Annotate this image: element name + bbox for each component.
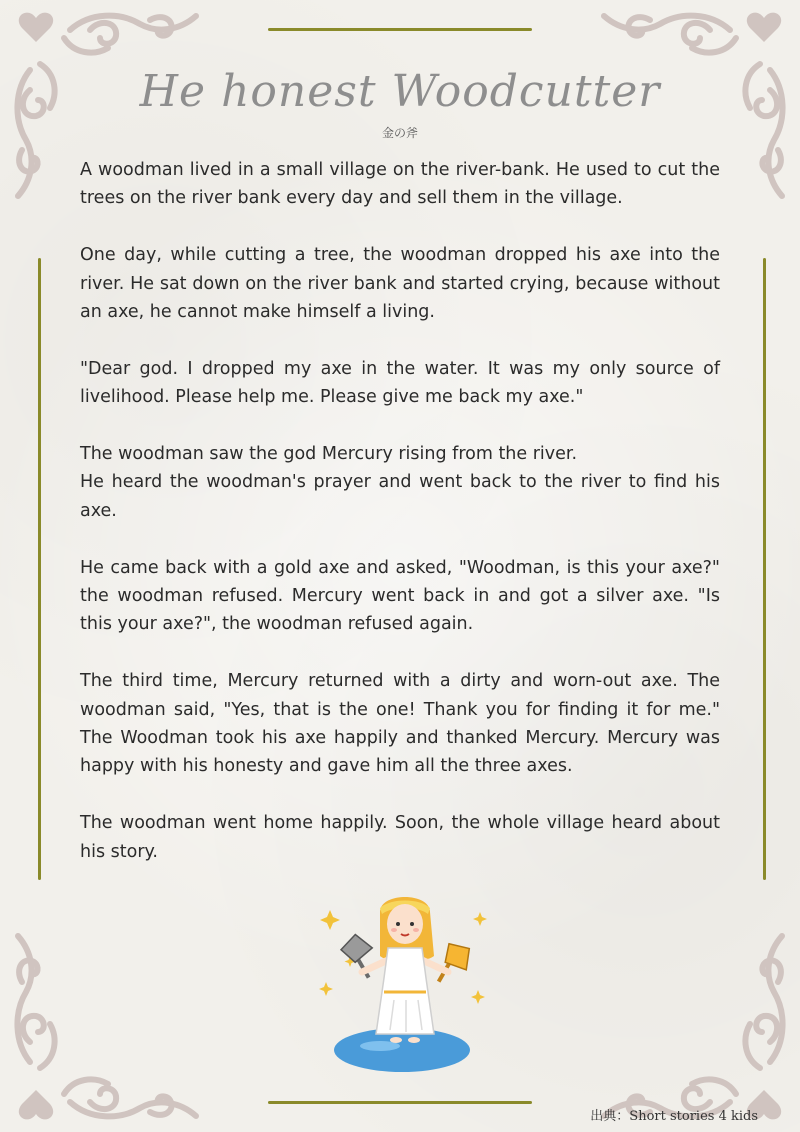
story-paragraph: A woodman lived in a small village on the river-bank. He used to cut the trees on the river bank every day and sell them in the village. bbox=[80, 160, 720, 209]
story-paragraph: The woodman went home happily. Soon, the whole village heard about his story. bbox=[80, 813, 720, 862]
story-paragraph: He heard the woodman's prayer and went back to the river to find his axe. bbox=[80, 472, 720, 521]
bottom-border-line bbox=[268, 1101, 532, 1104]
story-paragraph: "Dear god. I dropped my axe in the water. It was my only source of livelihood. Please help me. Please give me back my axe." bbox=[80, 358, 720, 408]
left-border-line bbox=[38, 258, 41, 880]
right-border-line bbox=[763, 258, 766, 880]
source-credit: 出典：Short stories 4 kids bbox=[590, 1109, 758, 1124]
story-paragraph: The third time, Mercury returned with a dirty and worn-out axe. The woodman said, "Yes, that is the one! Thank you for finding it for me." The Woodman took his axe happily and thanked Mercury. Mercury was happy with his honesty and gave him all the three axes. bbox=[80, 671, 720, 777]
story-body bbox=[80, 156, 720, 866]
page-title: He honest Woodcutter bbox=[139, 66, 661, 117]
story-paragraph: One day, while cutting a tree, the woodman dropped his axe into the river. He sat down on the river bank and started crying, because without an axe, he cannot make himself a living. bbox=[80, 245, 720, 323]
page-subtitle: 金の斧 bbox=[381, 126, 418, 140]
top-border-line bbox=[268, 28, 532, 31]
bottom-right-ornament-icon bbox=[560, 912, 800, 1132]
story-paragraph: He came back with a gold axe and asked, "Woodman, is this your axe?" the woodman refused. Mercury went back in and got a silver axe. "Is this your axe?", the woodman refused again. bbox=[80, 557, 720, 635]
story-paragraph: The woodman saw the god Mercury rising from the river. bbox=[80, 444, 578, 465]
mercury-with-axes-illustration bbox=[310, 890, 500, 1080]
bottom-left-ornament-icon bbox=[0, 912, 240, 1132]
